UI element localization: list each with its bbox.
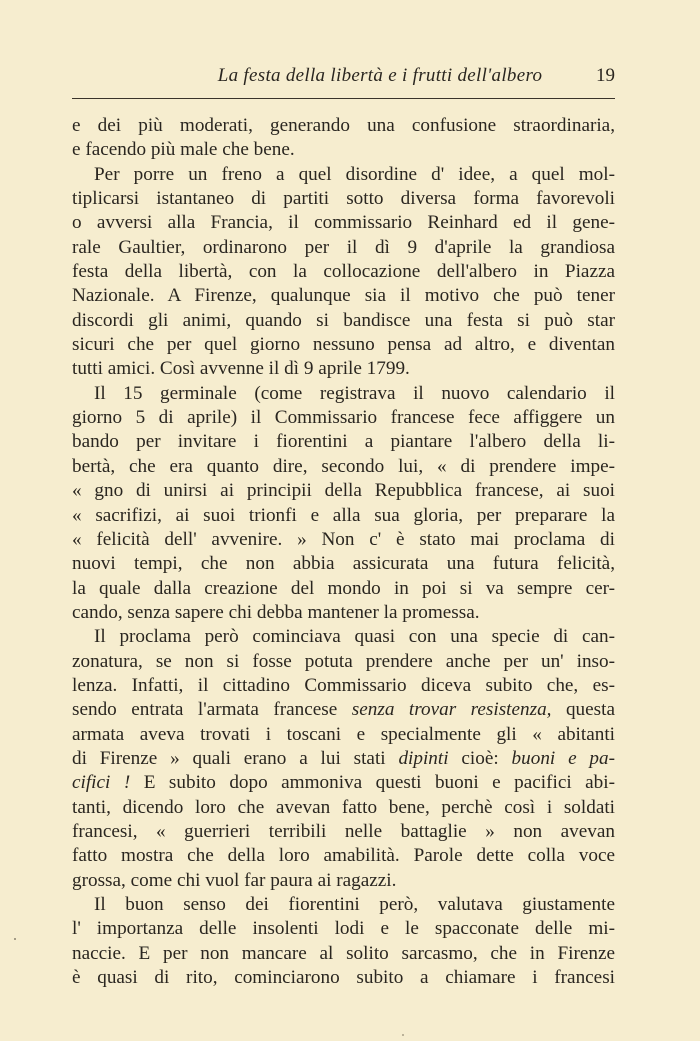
- text-line: cando, senza sapere chi debba mantener la promessa.: [72, 601, 480, 623]
- text-line: rale Gaultier, ordinarono per il dì 9 d'aprile la grandiosa: [72, 236, 615, 258]
- text-line: festa della libertà, con la collocazione dell'albero in Piazza: [72, 261, 615, 283]
- text-line: tanti, dicendo loro che avevan fatto bene, perchè così i soldati: [72, 796, 615, 818]
- text-line: [72, 747, 615, 771]
- text-line: « felicità dell' avvenire. » Non c' è stato mai proclama di: [72, 528, 615, 550]
- paper-speck: [14, 938, 16, 940]
- text-line: nuovi tempi, che non abbia assicurata una futura felicità,: [72, 553, 615, 575]
- text-line: bando per invitare i fiorentini a piantare l'albero della li-: [72, 431, 615, 453]
- text-line: e facendo più male che bene.: [72, 139, 295, 161]
- text-line: tutti amici. Così avvenne il dì 9 aprile 1799.: [72, 358, 410, 380]
- text-run: questa: [551, 699, 615, 721]
- text-line: naccie. E per non mancare al solito sarcasmo, che in Firenze: [72, 942, 615, 964]
- italic-run: cifici !: [72, 772, 131, 794]
- text-line: zonatura, se non si fosse potuta prendere anche per un' inso-: [72, 650, 615, 672]
- italic-run: buoni e pa-: [511, 747, 615, 769]
- text-line: è quasi di rito, cominciarono subito a chiamare i francesi: [72, 967, 615, 989]
- page-header: [72, 62, 615, 90]
- text-line: Il buon senso dei fiorentini però, valutava giustamente: [94, 894, 615, 915]
- text-line: armata aveva trovati i toscani e specialmente gli « abitanti: [72, 723, 615, 745]
- text-line: [72, 771, 615, 795]
- text-line: [72, 698, 615, 722]
- text-line: Per porre un freno a quel disordine d' idee, a quel mol-: [94, 163, 615, 185]
- text-line: francesi, « guerrieri terribili nelle battaglie » non avevan: [72, 820, 615, 842]
- text-run: di Firenze » quali erano a lui stati: [72, 747, 399, 769]
- text-line: la quale dalla creazione del mondo in poi si va sempre cer-: [72, 577, 615, 599]
- text-line: sicuri che per quel giorno nessuno pensa ad altro, e diventan: [72, 334, 615, 356]
- text-line: fatto mostra che della loro amabilità. Parole dette colla voce: [72, 845, 615, 867]
- text-run: cioè:: [448, 747, 512, 769]
- text-run: E subito dopo ammoniva questi buoni e pacifici abi-: [130, 772, 615, 794]
- text-line: Il 15 germinale (come registrava il nuovo calendario il: [94, 382, 615, 404]
- text-line: giorno 5 di aprile) il Commissario francese fece affiggere un: [72, 407, 615, 429]
- text-line: Nazionale. A Firenze, qualunque sia il motivo che può tener: [72, 285, 615, 307]
- text-line: grossa, come chi vuol far paura ai ragazzi.: [72, 869, 397, 891]
- italic-run: senza trovar resistenza,: [351, 699, 552, 721]
- text-line: bertà, che era quanto dire, secondo lui, « di prendere impe-: [72, 455, 615, 477]
- header-rule: [72, 98, 615, 99]
- italic-run: dipinti: [398, 747, 449, 769]
- text-line: lenza. Infatti, il cittadino Commissario diceva subito che, es-: [72, 674, 615, 696]
- text-run: sendo entrata l'armata francese: [72, 699, 352, 721]
- text-line: « gno di unirsi ai principii della Repubblica francese, ai suoi: [72, 480, 615, 502]
- text-line: discordi gli animi, quando si bandisce una festa si può star: [72, 309, 615, 331]
- running-title: La festa della libertà e i frutti dell'albero: [217, 65, 543, 86]
- body-text: [72, 114, 615, 990]
- text-line: e dei più moderati, generando una confusione straordinaria,: [72, 115, 615, 136]
- text-line: l' importanza delle insolenti lodi e le spacconate delle mi-: [72, 918, 615, 940]
- text-line: o avversi alla Francia, il commissario Reinhard ed il gene-: [72, 212, 615, 234]
- text-line: Il proclama però cominciava quasi con una specie di can-: [94, 626, 615, 648]
- paper-speck: [402, 1034, 404, 1036]
- text-line: « sacrifizi, ai suoi trionfi e alla sua gloria, per preparare la: [72, 504, 615, 526]
- text-line: tiplicarsi istantaneo di partiti sotto diversa forma favorevoli: [72, 188, 615, 210]
- page-number: 19: [596, 65, 615, 86]
